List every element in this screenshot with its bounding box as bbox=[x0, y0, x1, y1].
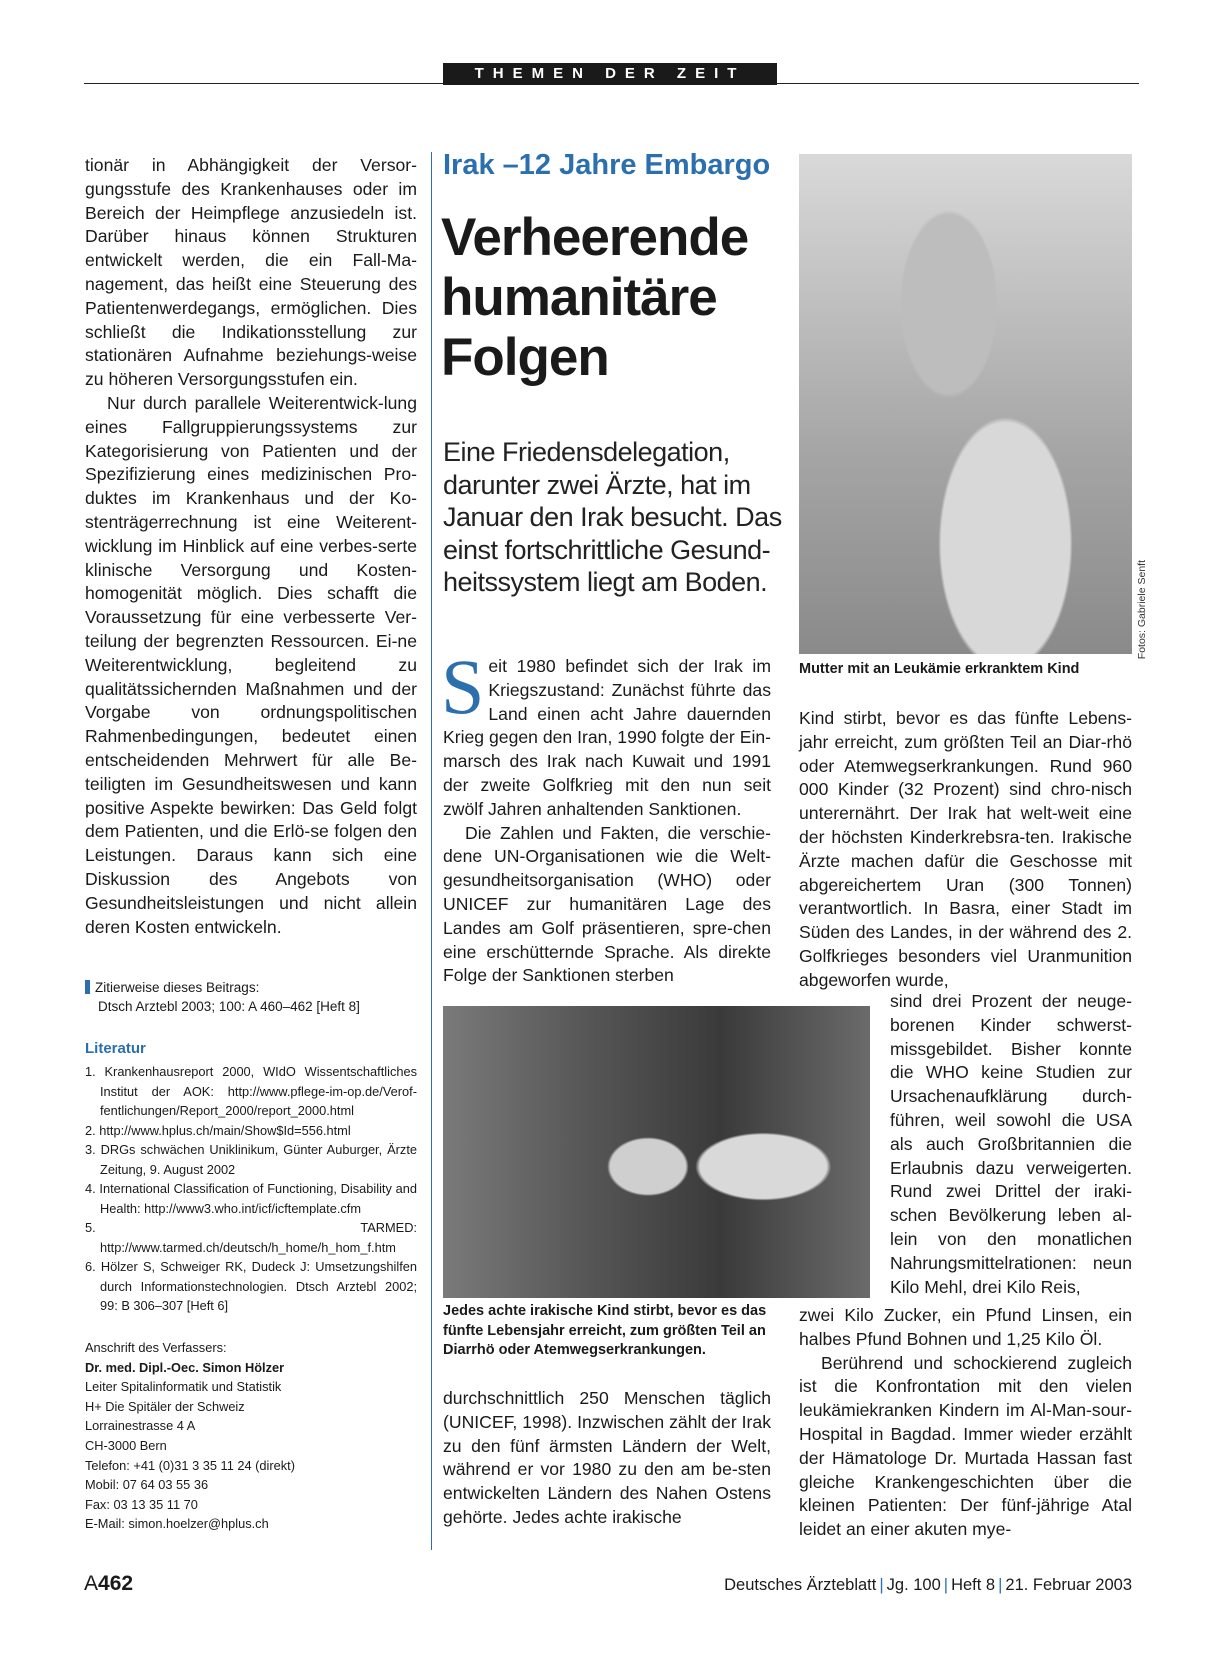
address-line: CH-3000 Bern bbox=[85, 1437, 167, 1453]
citation-label: Zitierweise dieses Beitrags: bbox=[95, 980, 260, 995]
literature-item: 5. TARMED: http://www.tarmed.ch/deutsch/h_home/h_hom_f.htm bbox=[85, 1220, 417, 1255]
author-address bbox=[85, 1338, 417, 1534]
journal-issue: Heft 8 bbox=[951, 1576, 996, 1594]
article-kicker: Irak –12 Jahre Embargo bbox=[443, 149, 771, 181]
body-paragraph bbox=[441, 643, 771, 822]
right-column-inset bbox=[890, 990, 1132, 1299]
journal-footer bbox=[724, 1576, 1132, 1595]
section-banner: THEMEN DER ZEIT bbox=[443, 63, 777, 85]
middle-column-top bbox=[441, 643, 771, 988]
left-column bbox=[85, 154, 417, 939]
middle-column-bottom bbox=[443, 1387, 771, 1530]
photo-credit: Fotos: Gabriele Senft bbox=[1136, 560, 1148, 660]
literature-item: 6. Hölzer S, Schweiger RK, Dudeck J: Umsetzungshilfen durch Informationstechnologien. Dtsch Arztebl 2002; 99: B 306–307 [Heft 6] bbox=[85, 1259, 417, 1313]
left-paragraph: tionär in Abhängigkeit der Versor-gungsstufe des Krankenhauses oder im Bereich der Heimpflege anzusiedeln ist. Darüber hinaus können Strukturen entwickelt werden, die ein Fall-Ma-nagement, das heißt eine Steuerung des Patientenwerdegangs, ermöglichen. Dies schließt die Indikationsstellung zur stationären Aufnahme beziehungs-weise zu höheren Versorgungsstufen ein. bbox=[85, 155, 417, 390]
address-line: H+ Die Spitäler der Schweiz bbox=[85, 1398, 245, 1414]
page-number bbox=[84, 1572, 133, 1596]
address-line: Fax: 03 13 35 11 70 bbox=[85, 1496, 198, 1512]
folio-prefix: A bbox=[84, 1572, 99, 1595]
left-paragraph: Nur durch parallele Weiterentwick-lung eines Fallgruppierungssystems zur Kategorisierung von Patienten und der Spezifizierung eines medizinischen Pro-duktes im Krankenhaus und der Ko-stenträgerrechnung ist eine Weiterent-wicklung im Hinblick auf eine verbes-serte klinische Versorgung und Kosten-homogenität möglich. Dies schafft die Voraussetzung für eine verbesserte Ver-teilung der begrenzten Ressourcen. Ei-ne Weiterentwicklung, begleitend zu qualitätssichernden Maßnahmen und der Vorgabe von ordnungspolitischen Rahmenbedingungen, bedeutet einen entscheidenden Mehrwert für alle Be-teiligten im Gesundheitswesen und kann positive Aspekte bewirken: Das Geld folgt dem Patienten, und die Erlö-se folgen den Leistungen. Daraus kann sich eine Diskussion des Angebots von Gesundheitsleistungen und nicht allein deren Kosten entwickeln. bbox=[85, 392, 417, 937]
right-column-top bbox=[799, 707, 1132, 993]
body-paragraph: Kind stirbt, bevor es das fünfte Lebens-jahr erreicht, zum größten Teil an Diar-rhö oder Atemwegserkrankungen. Rund 960 000 Kinder (32 Prozent) sind chro-nisch unterernährt. Der Irak hat welt-weit eine der höchsten Kinderkrebsra-ten. Irakische Ärzte machen dafür die Geschosse mit abgereichertem Uran (300 Tonnen) verantwortlich. In Basra, einer Stadt im Süden des Landes, in der während des 2. Golfkrieges besonders viel Uranmunition abgeworfen wurde, bbox=[799, 708, 1132, 990]
address-email: E-Mail: simon.hoelzer@hplus.ch bbox=[85, 1516, 269, 1532]
journal-volume: Jg. 100 bbox=[886, 1576, 941, 1594]
literature-list bbox=[85, 1062, 417, 1316]
article-lead: Eine Friedensdelegation, darunter zwei Ärzte, hat im Januar den Irak besucht. Das einst fortschrittliche Gesund-heitssystem liegt am Boden. bbox=[443, 437, 782, 597]
body-paragraph: Die Zahlen und Fakten, die verschie-dene UN-Organisationen wie die Welt-gesundheitsorganisation (WHO) oder UNICEF zur humanitären Lage des Landes am Golf präsentieren, spre-chen eine erschütternde Sprache. Als direkte Folge der Sanktionen sterben bbox=[443, 822, 771, 986]
literature-item: 3. DRGs schwächen Uniklinikum, Günter Auburger, Ärzte Zeitung, 9. August 2002 bbox=[85, 1142, 417, 1177]
waiting-room-photo bbox=[443, 1006, 870, 1298]
right-column-bottom bbox=[799, 1304, 1132, 1542]
literature-item: 2. http://www.hplus.ch/main/Show$Id=556.html bbox=[85, 1122, 351, 1138]
mother-child-photo bbox=[799, 154, 1132, 654]
literature-item: 1. Krankenhausreport 2000, WIdO Wissentschaftliches Institut der AOK: http://www.pflege-im-op.de/Verof-fentlichungen/Report_2000/report_2000.html bbox=[85, 1064, 417, 1118]
body-paragraph: Berührend und schockierend zugleich ist die Konfrontation mit den vielen leukämiekranken Kindern im Al-Man-sour-Hospital in Bagdad. Immer wieder erzählt der Hämatologe Dr. Murtada Hassan fast gleiche Krankengeschichten über die kleinen Patienten: Der fünf-jährige Atal leidet an einer akuten mye- bbox=[799, 1352, 1132, 1540]
photo-caption-1: Mutter mit an Leukämie erkranktem Kind bbox=[799, 661, 1080, 677]
article-headline: Verheerende humanitäre Folgen bbox=[441, 208, 749, 387]
body-paragraph: zwei Kilo Zucker, ein Pfund Linsen, ein halbes Pfund Bohnen und 1,25 Kilo Öl. bbox=[799, 1305, 1132, 1349]
author-name: Dr. med. Dipl.-Oec. Simon Hölzer bbox=[85, 1359, 285, 1375]
journal-name: Deutsches Ärzteblatt bbox=[724, 1576, 877, 1594]
literature-item: 4. International Classification of Functioning, Disability and Health: http://www3.who.int/icf/icftemplate.cfm bbox=[85, 1181, 417, 1216]
footer-separator: | bbox=[879, 1576, 884, 1594]
footer-separator: | bbox=[998, 1576, 1003, 1594]
photo-caption-2: Jedes achte irakische Kind stirbt, bevor es das fünfte Lebensjahr erreicht, zum größten Teil an Diarrhö oder Atemwegserkrankungen. bbox=[443, 1303, 767, 1358]
column-divider bbox=[431, 152, 432, 1550]
citation-reference: Dtsch Arztebl 2003; 100: A 460–462 [Heft 8] bbox=[98, 999, 360, 1014]
address-line: Lorrainestrasse 4 A bbox=[85, 1418, 196, 1434]
drop-cap: S bbox=[441, 643, 485, 730]
address-line: Telefon: +41 (0)31 3 35 11 24 (direkt) bbox=[85, 1457, 295, 1473]
literature-heading: Literatur bbox=[85, 1040, 146, 1057]
address-label: Anschrift des Verfassers: bbox=[85, 1340, 227, 1355]
body-paragraph: sind drei Prozent der neuge-borenen Kinder schwerst-missgebildet. Bisher konnte die WHO keine Studien zur Ursachenaufklärung durch-führen, weil sowohl die USA als auch Großbritannien die Erlaubnis dazu verweigerten. Rund zwei Drittel der iraki-schen Bevölkerung leben al-lein von den monatlichen Nahrungsmittelrationen: neun Kilo Mehl, drei Kilo Reis, bbox=[890, 991, 1132, 1297]
body-paragraph: durchschnittlich 250 Menschen täglich (UNICEF, 1998). Inzwischen zählt der Irak zu den fünf ärmsten Ländern der Welt, während er vor 1980 zu den am be-sten entwickelten Ländern des Nahen Ostens gehörte. Jedes achte irakische bbox=[443, 1388, 771, 1527]
journal-date: 21. Februar 2003 bbox=[1005, 1576, 1132, 1594]
address-line: Mobil: 07 64 03 55 36 bbox=[85, 1477, 209, 1493]
citation-marker bbox=[85, 980, 90, 994]
body-text: eit 1980 befindet sich der Irak im Kriegszustand: Zunächst führte das Land einen acht Jahre dauernden Krieg gegen den Iran, 1990 folgte der Ein-marsch des Irak nach Kuwait und 1991 der zweite Golfkrieg mit den nun seit zwölf Jahren anhaltenden Sanktionen. bbox=[443, 656, 771, 819]
citation-box bbox=[85, 978, 417, 1016]
folio-number: 462 bbox=[98, 1572, 134, 1595]
footer-separator: | bbox=[943, 1576, 949, 1594]
address-line: Leiter Spitalinformatik und Statistik bbox=[85, 1379, 282, 1395]
